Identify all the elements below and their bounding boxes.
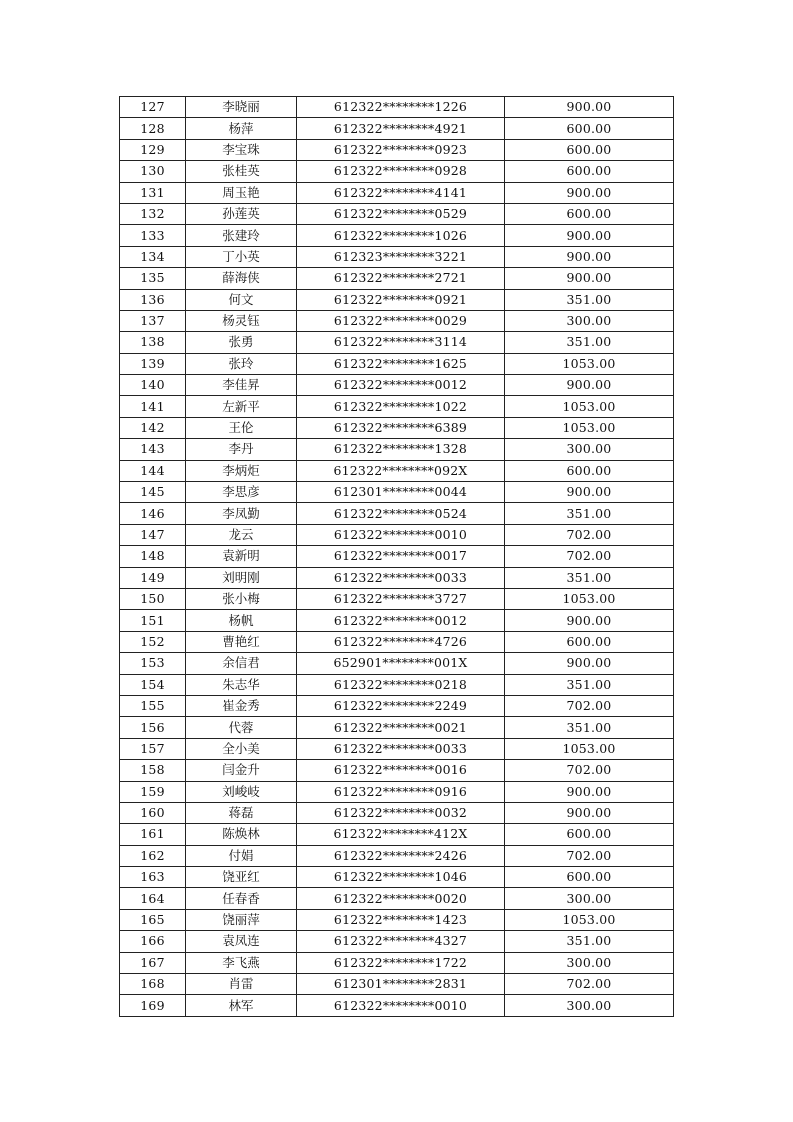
amount-cell: 900.00 xyxy=(505,375,674,396)
row-number-cell: 146 xyxy=(120,503,186,524)
person-name-cell: 林军 xyxy=(186,995,297,1016)
row-number-cell: 141 xyxy=(120,396,186,417)
table-row xyxy=(120,909,674,930)
person-name-cell: 陈焕林 xyxy=(186,824,297,845)
row-number-cell: 133 xyxy=(120,225,186,246)
row-number-cell: 166 xyxy=(120,931,186,952)
table-row xyxy=(120,310,674,331)
amount-cell: 300.00 xyxy=(505,310,674,331)
row-number-cell: 130 xyxy=(120,161,186,182)
id-number-cell: 612322********0916 xyxy=(297,781,505,802)
row-number-cell: 137 xyxy=(120,310,186,331)
row-number-cell: 155 xyxy=(120,695,186,716)
table-row xyxy=(120,268,674,289)
amount-cell: 900.00 xyxy=(505,781,674,802)
person-name-cell: 薛海侠 xyxy=(186,268,297,289)
row-number-cell: 136 xyxy=(120,289,186,310)
amount-cell: 600.00 xyxy=(505,631,674,652)
table-row xyxy=(120,674,674,695)
person-name-cell: 何文 xyxy=(186,289,297,310)
row-number-cell: 159 xyxy=(120,781,186,802)
row-number-cell: 163 xyxy=(120,867,186,888)
person-name-cell: 袁凤连 xyxy=(186,931,297,952)
row-number-cell: 156 xyxy=(120,717,186,738)
id-number-cell: 612322********0017 xyxy=(297,546,505,567)
row-number-cell: 150 xyxy=(120,588,186,609)
person-name-cell: 张勇 xyxy=(186,332,297,353)
person-name-cell: 张玲 xyxy=(186,353,297,374)
amount-cell: 600.00 xyxy=(505,460,674,481)
amount-cell: 900.00 xyxy=(505,802,674,823)
person-name-cell: 周玉艳 xyxy=(186,182,297,203)
id-number-cell: 612322********0016 xyxy=(297,760,505,781)
table-row xyxy=(120,439,674,460)
table-row xyxy=(120,546,674,567)
id-number-cell: 612322********1328 xyxy=(297,439,505,460)
table-row xyxy=(120,653,674,674)
row-number-cell: 147 xyxy=(120,524,186,545)
amount-cell: 600.00 xyxy=(505,203,674,224)
table-row xyxy=(120,867,674,888)
amount-cell: 600.00 xyxy=(505,824,674,845)
amount-cell: 900.00 xyxy=(505,653,674,674)
table-row xyxy=(120,760,674,781)
row-number-cell: 144 xyxy=(120,460,186,481)
person-name-cell: 李凤勤 xyxy=(186,503,297,524)
amount-cell: 600.00 xyxy=(505,161,674,182)
id-number-cell: 652901********001X xyxy=(297,653,505,674)
amount-cell: 1053.00 xyxy=(505,738,674,759)
id-number-cell: 612322********0033 xyxy=(297,738,505,759)
row-number-cell: 153 xyxy=(120,653,186,674)
person-name-cell: 肖雷 xyxy=(186,974,297,995)
row-number-cell: 128 xyxy=(120,118,186,139)
table-row xyxy=(120,332,674,353)
row-number-cell: 160 xyxy=(120,802,186,823)
id-number-cell: 612322********1625 xyxy=(297,353,505,374)
person-name-cell: 李炳炬 xyxy=(186,460,297,481)
person-name-cell: 杨萍 xyxy=(186,118,297,139)
amount-cell: 900.00 xyxy=(505,610,674,631)
id-number-cell: 612322********092X xyxy=(297,460,505,481)
row-number-cell: 168 xyxy=(120,974,186,995)
row-number-cell: 127 xyxy=(120,97,186,118)
row-number-cell: 161 xyxy=(120,824,186,845)
id-number-cell: 612322********412X xyxy=(297,824,505,845)
id-number-cell: 612322********1046 xyxy=(297,867,505,888)
amount-cell: 1053.00 xyxy=(505,353,674,374)
person-name-cell: 曹艳红 xyxy=(186,631,297,652)
id-number-cell: 612322********0012 xyxy=(297,610,505,631)
row-number-cell: 164 xyxy=(120,888,186,909)
table-row xyxy=(120,717,674,738)
person-name-cell: 李宝珠 xyxy=(186,139,297,160)
table-row xyxy=(120,225,674,246)
id-number-cell: 612322********0010 xyxy=(297,995,505,1016)
id-number-cell: 612322********0921 xyxy=(297,289,505,310)
id-number-cell: 612323********3221 xyxy=(297,246,505,267)
row-number-cell: 154 xyxy=(120,674,186,695)
table-row xyxy=(120,802,674,823)
id-number-cell: 612322********0033 xyxy=(297,567,505,588)
person-name-cell: 朱志华 xyxy=(186,674,297,695)
row-number-cell: 167 xyxy=(120,952,186,973)
amount-cell: 300.00 xyxy=(505,952,674,973)
person-name-cell: 李佳昇 xyxy=(186,375,297,396)
person-name-cell: 龙云 xyxy=(186,524,297,545)
id-number-cell: 612322********1226 xyxy=(297,97,505,118)
id-number-cell: 612322********4921 xyxy=(297,118,505,139)
id-number-cell: 612322********0029 xyxy=(297,310,505,331)
id-number-cell: 612301********0044 xyxy=(297,482,505,503)
amount-cell: 702.00 xyxy=(505,546,674,567)
person-name-cell: 王伦 xyxy=(186,417,297,438)
row-number-cell: 142 xyxy=(120,417,186,438)
amount-cell: 900.00 xyxy=(505,182,674,203)
amount-cell: 351.00 xyxy=(505,503,674,524)
row-number-cell: 148 xyxy=(120,546,186,567)
id-number-cell: 612322********0020 xyxy=(297,888,505,909)
table-row xyxy=(120,139,674,160)
amount-cell: 900.00 xyxy=(505,268,674,289)
amount-cell: 900.00 xyxy=(505,225,674,246)
id-number-cell: 612322********4141 xyxy=(297,182,505,203)
row-number-cell: 135 xyxy=(120,268,186,289)
person-name-cell: 饶亚红 xyxy=(186,867,297,888)
id-number-cell: 612322********0923 xyxy=(297,139,505,160)
person-name-cell: 李晓丽 xyxy=(186,97,297,118)
id-number-cell: 612322********0032 xyxy=(297,802,505,823)
person-name-cell: 蒋磊 xyxy=(186,802,297,823)
person-name-cell: 余信君 xyxy=(186,653,297,674)
table-row xyxy=(120,695,674,716)
amount-cell: 702.00 xyxy=(505,524,674,545)
table-row xyxy=(120,460,674,481)
table-row xyxy=(120,182,674,203)
amount-cell: 351.00 xyxy=(505,931,674,952)
id-number-cell: 612322********2721 xyxy=(297,268,505,289)
person-name-cell: 张桂英 xyxy=(186,161,297,182)
table-row xyxy=(120,888,674,909)
id-number-cell: 612322********0012 xyxy=(297,375,505,396)
table-row xyxy=(120,588,674,609)
row-number-cell: 139 xyxy=(120,353,186,374)
row-number-cell: 134 xyxy=(120,246,186,267)
id-number-cell: 612322********0928 xyxy=(297,161,505,182)
table-row xyxy=(120,995,674,1016)
row-number-cell: 169 xyxy=(120,995,186,1016)
amount-cell: 600.00 xyxy=(505,867,674,888)
person-name-cell: 袁新明 xyxy=(186,546,297,567)
amount-cell: 600.00 xyxy=(505,139,674,160)
person-name-cell: 任春香 xyxy=(186,888,297,909)
amount-cell: 351.00 xyxy=(505,289,674,310)
table-row xyxy=(120,610,674,631)
row-number-cell: 140 xyxy=(120,375,186,396)
amount-cell: 900.00 xyxy=(505,246,674,267)
row-number-cell: 143 xyxy=(120,439,186,460)
amount-cell: 351.00 xyxy=(505,717,674,738)
table-row xyxy=(120,974,674,995)
id-number-cell: 612322********1722 xyxy=(297,952,505,973)
table-row xyxy=(120,203,674,224)
amount-cell: 351.00 xyxy=(505,332,674,353)
person-name-cell: 孙莲英 xyxy=(186,203,297,224)
id-number-cell: 612322********4726 xyxy=(297,631,505,652)
person-name-cell: 饶丽萍 xyxy=(186,909,297,930)
person-name-cell: 杨灵钰 xyxy=(186,310,297,331)
amount-cell: 900.00 xyxy=(505,482,674,503)
table-row xyxy=(120,161,674,182)
id-number-cell: 612322********3727 xyxy=(297,588,505,609)
roster-table-body xyxy=(120,97,674,1017)
person-name-cell: 崔金秀 xyxy=(186,695,297,716)
person-name-cell: 全小美 xyxy=(186,738,297,759)
table-row xyxy=(120,824,674,845)
amount-cell: 300.00 xyxy=(505,439,674,460)
id-number-cell: 612322********0010 xyxy=(297,524,505,545)
amount-cell: 1053.00 xyxy=(505,417,674,438)
id-number-cell: 612322********1026 xyxy=(297,225,505,246)
amount-cell: 900.00 xyxy=(505,97,674,118)
row-number-cell: 157 xyxy=(120,738,186,759)
row-number-cell: 151 xyxy=(120,610,186,631)
row-number-cell: 149 xyxy=(120,567,186,588)
table-row xyxy=(120,567,674,588)
amount-cell: 702.00 xyxy=(505,974,674,995)
row-number-cell: 131 xyxy=(120,182,186,203)
id-number-cell: 612322********4327 xyxy=(297,931,505,952)
row-number-cell: 152 xyxy=(120,631,186,652)
id-number-cell: 612322********1022 xyxy=(297,396,505,417)
table-row xyxy=(120,353,674,374)
table-row xyxy=(120,931,674,952)
person-name-cell: 张建玲 xyxy=(186,225,297,246)
person-name-cell: 张小梅 xyxy=(186,588,297,609)
row-number-cell: 132 xyxy=(120,203,186,224)
table-row xyxy=(120,482,674,503)
table-row xyxy=(120,417,674,438)
person-name-cell: 代蓉 xyxy=(186,717,297,738)
row-number-cell: 162 xyxy=(120,845,186,866)
id-number-cell: 612322********0218 xyxy=(297,674,505,695)
roster-table xyxy=(119,96,674,1017)
table-row xyxy=(120,396,674,417)
amount-cell: 351.00 xyxy=(505,674,674,695)
id-number-cell: 612301********2831 xyxy=(297,974,505,995)
amount-cell: 702.00 xyxy=(505,760,674,781)
row-number-cell: 165 xyxy=(120,909,186,930)
table-row xyxy=(120,118,674,139)
id-number-cell: 612322********1423 xyxy=(297,909,505,930)
id-number-cell: 612322********2426 xyxy=(297,845,505,866)
table-row xyxy=(120,845,674,866)
table-row xyxy=(120,97,674,118)
id-number-cell: 612322********3114 xyxy=(297,332,505,353)
row-number-cell: 158 xyxy=(120,760,186,781)
amount-cell: 300.00 xyxy=(505,888,674,909)
id-number-cell: 612322********6389 xyxy=(297,417,505,438)
row-number-cell: 138 xyxy=(120,332,186,353)
table-row xyxy=(120,246,674,267)
person-name-cell: 丁小英 xyxy=(186,246,297,267)
person-name-cell: 李丹 xyxy=(186,439,297,460)
person-name-cell: 闫金升 xyxy=(186,760,297,781)
amount-cell: 351.00 xyxy=(505,567,674,588)
table-row xyxy=(120,503,674,524)
amount-cell: 1053.00 xyxy=(505,588,674,609)
id-number-cell: 612322********0021 xyxy=(297,717,505,738)
person-name-cell: 李飞燕 xyxy=(186,952,297,973)
table-row xyxy=(120,781,674,802)
person-name-cell: 李思彦 xyxy=(186,482,297,503)
amount-cell: 600.00 xyxy=(505,118,674,139)
person-name-cell: 刘明刚 xyxy=(186,567,297,588)
person-name-cell: 付娟 xyxy=(186,845,297,866)
person-name-cell: 刘峻岐 xyxy=(186,781,297,802)
id-number-cell: 612322********2249 xyxy=(297,695,505,716)
person-name-cell: 左新平 xyxy=(186,396,297,417)
id-number-cell: 612322********0529 xyxy=(297,203,505,224)
table-row xyxy=(120,289,674,310)
table-row xyxy=(120,631,674,652)
amount-cell: 702.00 xyxy=(505,695,674,716)
table-row xyxy=(120,375,674,396)
row-number-cell: 129 xyxy=(120,139,186,160)
row-number-cell: 145 xyxy=(120,482,186,503)
amount-cell: 702.00 xyxy=(505,845,674,866)
table-row xyxy=(120,952,674,973)
amount-cell: 1053.00 xyxy=(505,909,674,930)
table-row xyxy=(120,524,674,545)
amount-cell: 300.00 xyxy=(505,995,674,1016)
id-number-cell: 612322********0524 xyxy=(297,503,505,524)
person-name-cell: 杨帆 xyxy=(186,610,297,631)
table-row xyxy=(120,738,674,759)
amount-cell: 1053.00 xyxy=(505,396,674,417)
